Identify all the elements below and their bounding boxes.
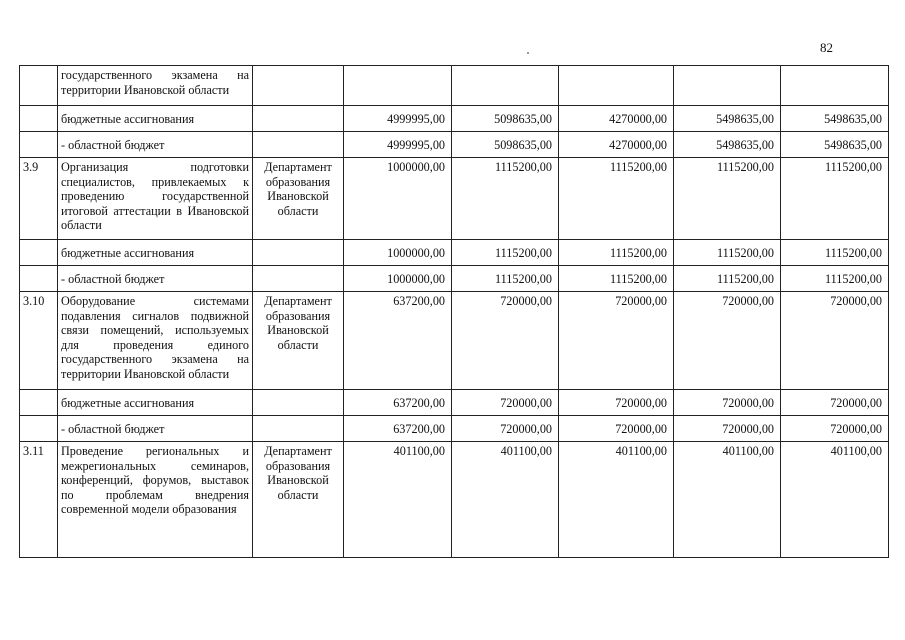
value-cell bbox=[452, 66, 559, 106]
row-department bbox=[253, 416, 344, 442]
value-cell: 5098635,00 bbox=[452, 132, 559, 158]
value-cell: 637200,00 bbox=[344, 390, 452, 416]
value-cell: 1115200,00 bbox=[674, 158, 781, 240]
value-cell: 1115200,00 bbox=[781, 158, 889, 240]
value-cell: 637200,00 bbox=[344, 292, 452, 390]
row-number bbox=[20, 240, 58, 266]
row-name: - областной бюджет bbox=[58, 132, 253, 158]
value-cell: 1115200,00 bbox=[559, 266, 674, 292]
value-cell: 4999995,00 bbox=[344, 132, 452, 158]
value-cell: 5498635,00 bbox=[674, 106, 781, 132]
value-cell: 720000,00 bbox=[559, 292, 674, 390]
row-department bbox=[253, 390, 344, 416]
row-department bbox=[253, 132, 344, 158]
value-cell: 401100,00 bbox=[344, 442, 452, 558]
value-cell: 720000,00 bbox=[559, 416, 674, 442]
value-cell: 1115200,00 bbox=[781, 266, 889, 292]
row-name: государственного экзамена на территории Ивановской области bbox=[58, 66, 253, 106]
row-name: - областной бюджет bbox=[58, 266, 253, 292]
value-cell: 1115200,00 bbox=[674, 240, 781, 266]
row-number: 3.9 bbox=[20, 158, 58, 240]
value-cell: 720000,00 bbox=[674, 416, 781, 442]
value-cell: 720000,00 bbox=[674, 390, 781, 416]
row-name: Проведение региональных и межрегиональных семинаров, конференций, форумов, выставок по проблемам внедрения современной модели образования bbox=[58, 442, 253, 558]
value-cell: 720000,00 bbox=[781, 416, 889, 442]
value-cell bbox=[781, 66, 889, 106]
table-row bbox=[20, 240, 889, 266]
table-row bbox=[20, 158, 889, 240]
value-cell: 4270000,00 bbox=[559, 132, 674, 158]
value-cell: 637200,00 bbox=[344, 416, 452, 442]
row-department bbox=[253, 266, 344, 292]
budget-table bbox=[19, 65, 889, 558]
table-row bbox=[20, 292, 889, 390]
value-cell: 1115200,00 bbox=[674, 266, 781, 292]
value-cell bbox=[559, 66, 674, 106]
row-name: бюджетные ассигнования bbox=[58, 390, 253, 416]
value-cell: 720000,00 bbox=[781, 292, 889, 390]
value-cell: 1115200,00 bbox=[559, 158, 674, 240]
value-cell bbox=[344, 66, 452, 106]
value-cell: 401100,00 bbox=[781, 442, 889, 558]
row-number bbox=[20, 132, 58, 158]
value-cell: 401100,00 bbox=[452, 442, 559, 558]
value-cell: 720000,00 bbox=[452, 292, 559, 390]
table-row bbox=[20, 416, 889, 442]
value-cell: 1115200,00 bbox=[452, 266, 559, 292]
table-row bbox=[20, 66, 889, 106]
value-cell: 720000,00 bbox=[674, 292, 781, 390]
row-department bbox=[253, 240, 344, 266]
row-department: Департамент образования Ивановской области bbox=[253, 442, 344, 558]
table-row bbox=[20, 106, 889, 132]
row-department bbox=[253, 66, 344, 106]
value-cell: 1000000,00 bbox=[344, 158, 452, 240]
row-department: Департамент образования Ивановской области bbox=[253, 292, 344, 390]
page-number: 82 bbox=[820, 40, 833, 55]
scan-speck bbox=[527, 52, 529, 54]
row-number bbox=[20, 416, 58, 442]
row-name: бюджетные ассигнования bbox=[58, 106, 253, 132]
value-cell: 1115200,00 bbox=[452, 158, 559, 240]
row-number: 3.11 bbox=[20, 442, 58, 558]
value-cell: 4999995,00 bbox=[344, 106, 452, 132]
row-number bbox=[20, 66, 58, 106]
value-cell: 1000000,00 bbox=[344, 266, 452, 292]
row-number bbox=[20, 390, 58, 416]
value-cell: 4270000,00 bbox=[559, 106, 674, 132]
value-cell bbox=[674, 66, 781, 106]
row-name: Организация подготовки специалистов, привлекаемых к проведению государственной итоговой аттестации в Ивановской области bbox=[58, 158, 253, 240]
row-department bbox=[253, 106, 344, 132]
row-number bbox=[20, 106, 58, 132]
value-cell: 5498635,00 bbox=[674, 132, 781, 158]
row-name: Оборудование системами подавления сигналов подвижной связи помещений, используемых для проведения единого государственного экзамена на территории Ивановской области bbox=[58, 292, 253, 390]
value-cell: 1115200,00 bbox=[559, 240, 674, 266]
value-cell: 5498635,00 bbox=[781, 132, 889, 158]
value-cell: 720000,00 bbox=[781, 390, 889, 416]
value-cell: 720000,00 bbox=[559, 390, 674, 416]
value-cell: 1115200,00 bbox=[781, 240, 889, 266]
value-cell: 5098635,00 bbox=[452, 106, 559, 132]
value-cell: 1115200,00 bbox=[452, 240, 559, 266]
value-cell: 401100,00 bbox=[674, 442, 781, 558]
value-cell: 5498635,00 bbox=[781, 106, 889, 132]
row-number: 3.10 bbox=[20, 292, 58, 390]
row-name: бюджетные ассигнования bbox=[58, 240, 253, 266]
value-cell: 720000,00 bbox=[452, 416, 559, 442]
table-row bbox=[20, 390, 889, 416]
table-row bbox=[20, 266, 889, 292]
value-cell: 720000,00 bbox=[452, 390, 559, 416]
row-name: - областной бюджет bbox=[58, 416, 253, 442]
row-number bbox=[20, 266, 58, 292]
row-department: Департамент образования Ивановской области bbox=[253, 158, 344, 240]
value-cell: 401100,00 bbox=[559, 442, 674, 558]
table-row bbox=[20, 442, 889, 558]
table-row bbox=[20, 132, 889, 158]
value-cell: 1000000,00 bbox=[344, 240, 452, 266]
